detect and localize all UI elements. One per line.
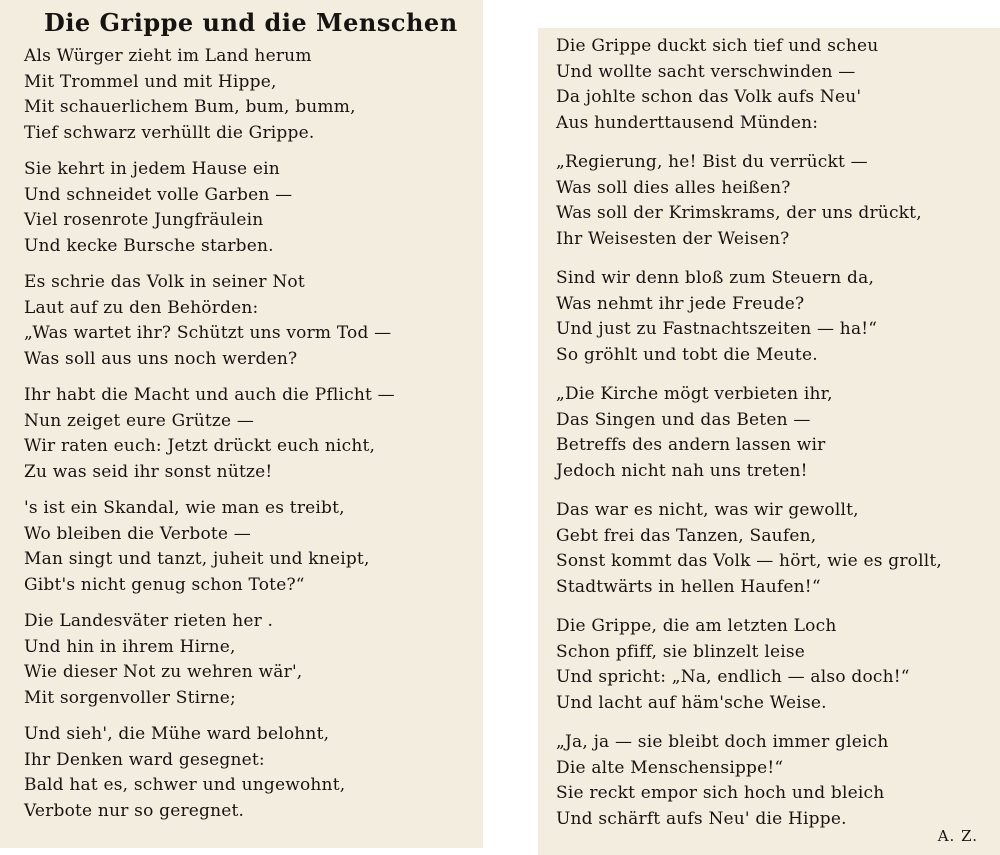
verse-line: Und sieh', die Mühe ward belohnt,: [24, 724, 330, 744]
stanza: [556, 498, 1000, 600]
verse-line: Sie kehrt in jedem Hause ein: [24, 159, 280, 179]
verse-line: Schon pfiff, sie blinzelt leise: [556, 641, 806, 662]
verse-line: Und wollte sacht verschwinden —: [556, 61, 856, 82]
stanza: [24, 44, 483, 146]
verse-line: Stadtwärts in hellen Haufen!“: [556, 576, 821, 597]
verse-line: Tief schwarz verhüllt die Grippe.: [24, 122, 315, 143]
verse-line: „Was wartet ihr? Schützt uns vorm Tod —: [24, 323, 392, 343]
verse-line: Gebt frei das Tanzen, Saufen,: [556, 525, 817, 546]
verse-line: Mit schauerlichem Bum, bum, bumm,: [24, 97, 356, 117]
verse-line: Die Grippe duckt sich tief und scheu: [556, 36, 879, 56]
stanza: [24, 157, 483, 259]
verse-line: Wir raten euch: Jetzt drückt euch nicht,: [24, 436, 376, 456]
verse-line: Und hin in ihrem Hirne,: [24, 636, 236, 657]
verse-line: Wie dieser Not zu wehren wär',: [24, 662, 303, 682]
verse-line: Und schärft aufs Neu' die Hippe.: [556, 808, 847, 829]
verse-line: Betreffs des andern lassen wir: [556, 435, 826, 455]
verse-line: Da johlte schon das Volk aufs Neu': [556, 87, 862, 107]
verse-line: Man singt und tanzt, juheit und kneipt,: [24, 549, 370, 569]
verse-line: Und kecke Bursche starben.: [24, 235, 274, 256]
verse-line: Viel rosenrote Jungfräulein: [24, 210, 264, 230]
verse-line: Das war es nicht, was wir gewollt,: [556, 500, 859, 520]
verse-line: Mit sorgenvoller Stirne;: [24, 687, 236, 708]
verse-line: Sie reckt empor sich hoch und bleich: [556, 783, 885, 803]
verse-line: Gibt's nicht genug schon Tote?“: [24, 574, 305, 595]
verse-line: Jedoch nicht nah uns treten!: [556, 460, 808, 481]
verse-line: Mit Trommel und mit Hippe,: [24, 71, 277, 92]
right-column: [538, 28, 1000, 855]
verse-line: Und lacht auf häm'sche Weise.: [556, 692, 827, 713]
verse-line: Nun zeiget eure Grütze —: [24, 410, 255, 431]
verse-line: Ihr Weisesten der Weisen?: [556, 228, 790, 249]
stanza: [556, 730, 1000, 832]
verse-line: Die Landesväter rieten her .: [24, 611, 274, 631]
verse-line: Was nehmt ihr jede Freude?: [556, 293, 805, 314]
left-stanzas: [24, 44, 483, 824]
verse-line: Als Würger zieht im Land herum: [24, 46, 312, 66]
verse-line: Was soll der Krimskrams, der uns drückt,: [556, 203, 922, 223]
verse-line: Und schneidet volle Garben —: [24, 184, 293, 205]
verse-line: Und just zu Fastnachtszeiten — ha!“: [556, 319, 878, 339]
poem-title: Die Grippe und die Menschen: [44, 8, 458, 37]
stanza: [556, 382, 1000, 484]
verse-line: Ihr Denken ward gesegnet:: [24, 749, 265, 770]
verse-line: Laut auf zu den Behörden:: [24, 297, 259, 318]
stanza: [556, 150, 1000, 252]
verse-line: Was soll aus uns noch werden?: [24, 348, 298, 369]
verse-line: Und spricht: „Na, endlich — also doch!“: [556, 667, 910, 687]
verse-line: Sonst kommt das Volk — hört, wie es grollt,: [556, 551, 942, 571]
verse-line: Das Singen und das Beten —: [556, 409, 811, 430]
verse-line: Ihr habt die Macht und auch die Pflicht —: [24, 385, 395, 405]
left-column: [0, 0, 483, 848]
verse-line: „Regierung, he! Bist du verrückt —: [556, 152, 868, 172]
verse-line: Bald hat es, schwer und ungewohnt,: [24, 775, 346, 795]
stanza: [556, 614, 1000, 716]
verse-line: Die alte Menschensippe!“: [556, 757, 784, 778]
stanza: [24, 722, 483, 824]
verse-line: „Ja, ja — sie bleibt doch immer gleich: [556, 732, 889, 752]
verse-line: Zu was seid ihr sonst nütze!: [24, 461, 273, 482]
stanza: [24, 609, 483, 711]
verse-line: „Die Kirche mögt verbieten ihr,: [556, 384, 833, 404]
stanza: [24, 496, 483, 598]
verse-line: Es schrie das Volk in seiner Not: [24, 272, 305, 292]
author-signature: A. Z.: [937, 827, 978, 845]
stanza: [24, 383, 483, 485]
stanza: [556, 266, 1000, 368]
verse-line: Aus hunderttausend Münden:: [556, 112, 819, 133]
verse-line: Was soll dies alles heißen?: [556, 177, 791, 198]
verse-line: 's ist ein Skandal, wie man es treibt,: [24, 498, 345, 518]
stanza: [556, 34, 1000, 136]
stanza: [24, 270, 483, 372]
verse-line: Verbote nur so geregnet.: [24, 800, 245, 821]
verse-line: Sind wir denn bloß zum Steuern da,: [556, 268, 875, 288]
verse-line: Die Grippe, die am letzten Loch: [556, 616, 837, 636]
right-stanzas: [556, 34, 1000, 832]
verse-line: Wo bleiben die Verbote —: [24, 523, 251, 544]
verse-line: So gröhlt und tobt die Meute.: [556, 344, 818, 365]
